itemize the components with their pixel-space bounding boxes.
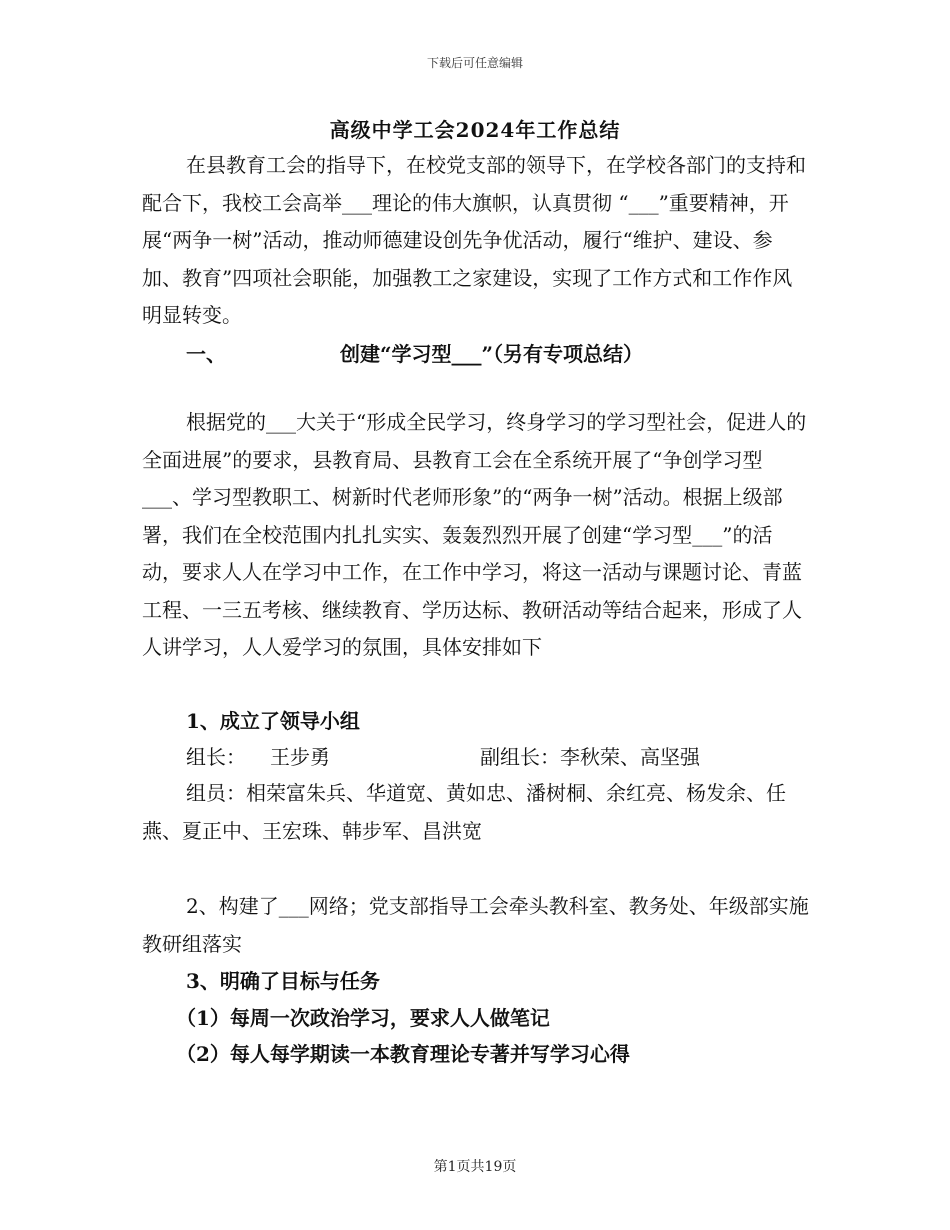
section-number: 一、 [186,342,226,366]
task-2: （2）每人每学期读一本教育理论专著并写学习心得 [176,1042,630,1066]
task-1: （1）每周一次政治学习，要求人人做笔记 [176,1006,550,1030]
leader-row [186,742,700,772]
vice-leader-label: 副组长： [480,745,560,769]
item3-heading: 3、明确了目标与任务 [186,969,380,993]
vice-leader-names: 李秋荣、高坚强 [560,745,700,769]
members-paragraph: 组员：相荣富朱兵、华道宽、黄如忠、潘树桐、余红亮、杨发余、任燕、夏正中、王宏珠、韩步军、昌洪宽 [142,781,786,843]
item1-heading: 1、成立了领导小组 [186,709,360,733]
page-title: 高级中学工会2024年工作总结 [329,118,621,142]
item2-paragraph: 2、构建了___网络；党支部指导工会牵头教科室、教务处、年级部实施教研组落实 [142,894,809,956]
section-title: 创建“学习型___”（另有专项总结） [340,342,644,366]
header-note: 下载后可任意编辑 [426,56,523,70]
intro-paragraph: 在县教育工会的指导下，在校党支部的领导下，在学校各部门的支持和配合下，我校工会高举___理论的伟大旗帜，认真贯彻 “___”重要精神，开展“两争一树”活动，推动师德建设创先争优活动，履行“维护、建设、参加、教育”四项社会职能，加强教工之家建设，实现了工作方式和工作作风明显转变。 [142,153,806,327]
page-footer: 第1页共19页 [433,1159,517,1175]
leader-name: 王步勇 [270,745,330,769]
section-body-paragraph: 根据党的___大关于“形成全民学习，终身学习的学习型社会，促进人的全面进展”的要求，县教育局、县教育工会在全系统开展了“争创学习型___、学习型教职工、树新时代老师形象”的“两争一树”活动。根据上级部署，我们在全校范围内扎扎实实、轰轰烈烈开展了创建“学习型___”的活动，要求人人在学习中工作，在工作中学习，将这一活动与课题讨论、青蓝工程、一三五考核、继续教育、学历达标、教研活动等结合起来，形成了人人讲学习，人人爱学习的氛围，具体安排如下 [142,410,807,659]
leader-label: 组长： [186,745,246,769]
